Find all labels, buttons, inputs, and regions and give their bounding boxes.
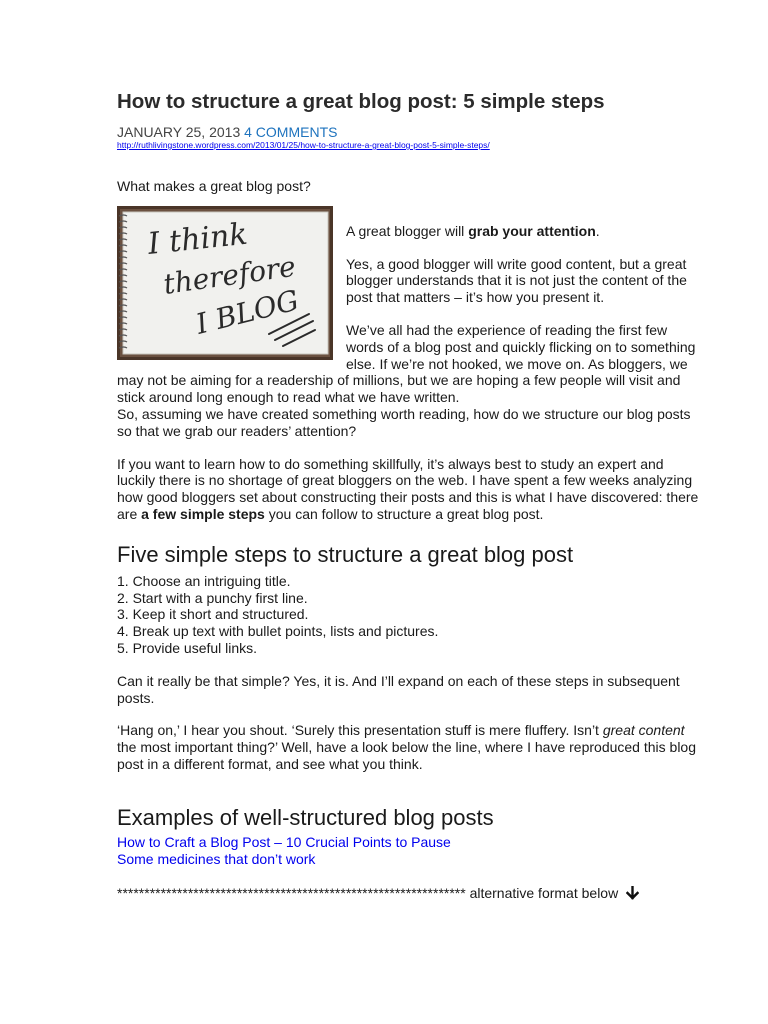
star-divider: **************************************************************** — [117, 884, 466, 901]
examples-heading: Examples of well-structured blog posts — [117, 804, 494, 830]
list-item: 2. Start with a punchy first line. — [117, 589, 308, 606]
intro-block — [117, 206, 702, 440]
intro-p2: Yes, a good blogger will write good content, but a great blogger understands that it is not just the content of the post that matters – it’s how you present it. — [346, 255, 687, 306]
intro-p1: A great blogger will grab your attention. — [346, 222, 600, 239]
list-item: 5. Provide useful links. — [117, 639, 258, 656]
post-title: How to structure a great blog post: 5 simple steps — [117, 90, 605, 113]
post-meta — [117, 124, 702, 140]
intro-question: What makes a great blog post? — [117, 178, 311, 194]
post-url-link[interactable]: http://ruthlivingstone.wordpress.com/2013/01/25/how-to-structure-a-great-blog-post-5-simple-steps/ — [117, 140, 490, 150]
steps-heading: Five simple steps to structure a great blog post — [117, 541, 574, 567]
list-item: 1. Choose an intriguing title. — [117, 572, 291, 589]
example-link-craft-blog-post[interactable]: How to Craft a Blog Post – 10 Crucial Points to Pause — [117, 833, 451, 850]
steps-list — [117, 573, 702, 657]
alternative-format-divider — [117, 885, 702, 902]
great-content-italic: great content — [602, 722, 685, 739]
grab-attention-bold: grab your attention — [468, 222, 596, 239]
comments-link[interactable]: 4 COMMENTS — [244, 124, 338, 140]
paragraph-simple: Can it really be that simple? Yes, it is. And I’ll expand on each of these steps in subsequent posts. — [117, 672, 680, 706]
post-date: JANUARY 25, 2013 — [117, 124, 241, 140]
list-item: 3. Keep it short and structured. — [117, 606, 309, 623]
examples-links — [117, 834, 702, 868]
handwriting-line-2: therefore — [161, 249, 298, 301]
alternative-format-label: alternative format below — [465, 884, 619, 901]
intro-p3b: So, assuming we have created something worth reading, how do we structure our blog posts so that we grab our readers’ attention? — [117, 405, 691, 439]
handwriting-line-1: I think — [146, 216, 250, 262]
i-think-therefore-i-blog-image — [117, 206, 333, 360]
example-link-medicines[interactable]: Some medicines that don’t work — [117, 850, 316, 867]
arrow-down-icon — [626, 886, 639, 900]
list-item: 4. Break up text with bullet points, lists and pictures. — [117, 623, 439, 640]
intro-p4: If you want to learn how to do something skillfully, it’s always best to study an expert and luckily there is no shortage of great bloggers on the web. I have spent a few weeks analyzing how good bloggers set about constructing their posts and this is what I have discovered: there are a few simple steps you can follow to structure a great blog post. — [117, 455, 699, 522]
blog-post — [117, 88, 702, 902]
handwriting-line-3: I BLOG — [192, 283, 303, 341]
intro-p3: We’ve all had the experience of reading the first few words of a blog post and quickly flicking on to something else. If we’re not hooked, we move on. As bloggers, we may not be aiming for a readership of millions, but we are hoping a few people will visit and stick around long enough to read what we have written. — [117, 321, 696, 406]
paragraph-hang-on: ‘Hang on,’ I hear you shout. ‘Surely this presentation stuff is mere fluffery. Isn’t great content the most important thing?’ Well, have a look below the line, where I have reproduced this blog post in a different format, and see what you think. — [117, 722, 696, 772]
simple-steps-bold: a few simple steps — [141, 505, 265, 522]
